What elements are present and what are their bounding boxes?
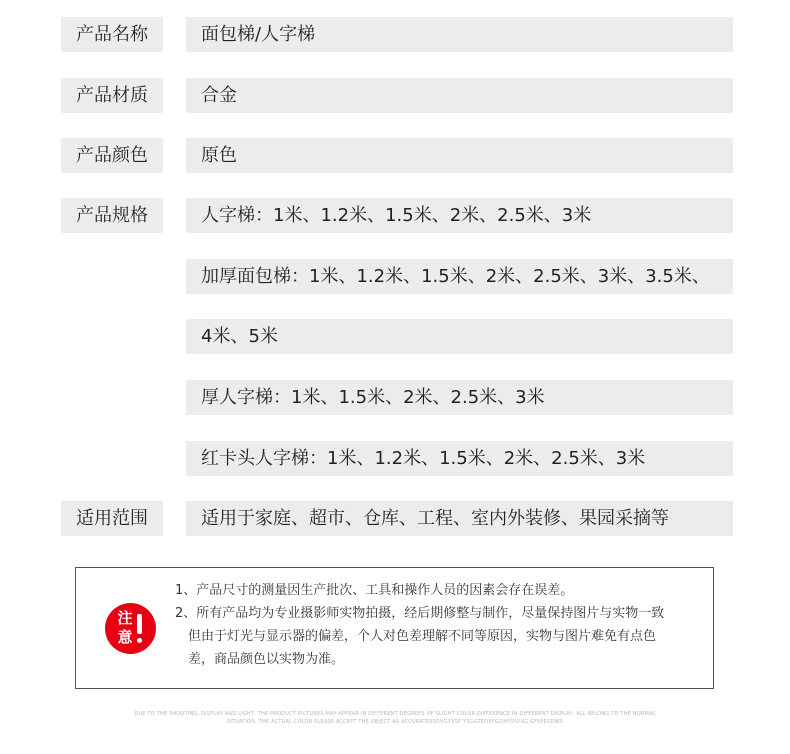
footer-disclaimer-line: DUE TO THE SHOOTING, DISPLAY AND LIGHT, THE PRODUCT PICTURES MAY APPEAR IN DIFFERENT DEGREES OF SLIGHT COLOR DIFFERENCE IN DIFFERENT DISPLAY, ALL BELONG TO THE NORMAL (134, 711, 656, 717)
notice-badge-text: 注意 (117, 609, 133, 646)
value-spec-line: 厚人字梯：1米、1.5米、2米、2.5米、3米 (186, 380, 733, 415)
value-product-name: 面包梯/人字梯 (186, 17, 733, 52)
notice-box (75, 567, 714, 689)
value-spec-line: 加厚面包梯：1米、1.2米、1.5米、2米、2.5米、3米、3.5米、 (186, 259, 733, 294)
label-product-color: 产品颜色 (61, 138, 163, 173)
label-product-name: 产品名称 (61, 17, 163, 52)
exclamation-icon (137, 614, 142, 634)
notice-line: 1、产品尺寸的测量因生产批次、工具和操作人员的因素会存在误差。 (175, 583, 574, 598)
value-product-usage: 适用于家庭、超市、仓库、工程、室内外装修、果园采摘等 (186, 501, 733, 536)
value-spec-line: 红卡头人字梯：1米、1.2米、1.5米、2米、2.5米、3米 (186, 441, 733, 476)
value-product-material: 合金 (186, 78, 733, 113)
footer-disclaimer-line: SITUATION, THE ACTUAL COLOR PLEASE ACCEPT THE OBJECT AS ACCURATESSDVGXVSF YSGGTEDXFGDXFDSYXG GFSFRSDWS (226, 719, 564, 725)
notice-line: 但由于灯光与显示器的偏差，个人对色差理解不同等原因，实物与图片难免有点色 (188, 629, 657, 644)
notice-line: 差，商品颜色以实物为准。 (188, 652, 345, 667)
notice-badge (105, 603, 156, 654)
label-product-spec: 产品规格 (61, 198, 163, 233)
exclamation-dot-icon (137, 638, 142, 643)
value-spec-line: 4米、5米 (186, 319, 733, 354)
value-product-color: 原色 (186, 138, 733, 173)
value-spec-line: 人字梯：1米、1.2米、1.5米、2米、2.5米、3米 (186, 198, 733, 233)
notice-line: 2、所有产品均为专业摄影师实物拍摄，经后期修整与制作，尽量保持图片与实物一致 (175, 606, 665, 621)
label-product-usage: 适用范围 (61, 501, 163, 536)
label-product-material: 产品材质 (61, 78, 163, 113)
